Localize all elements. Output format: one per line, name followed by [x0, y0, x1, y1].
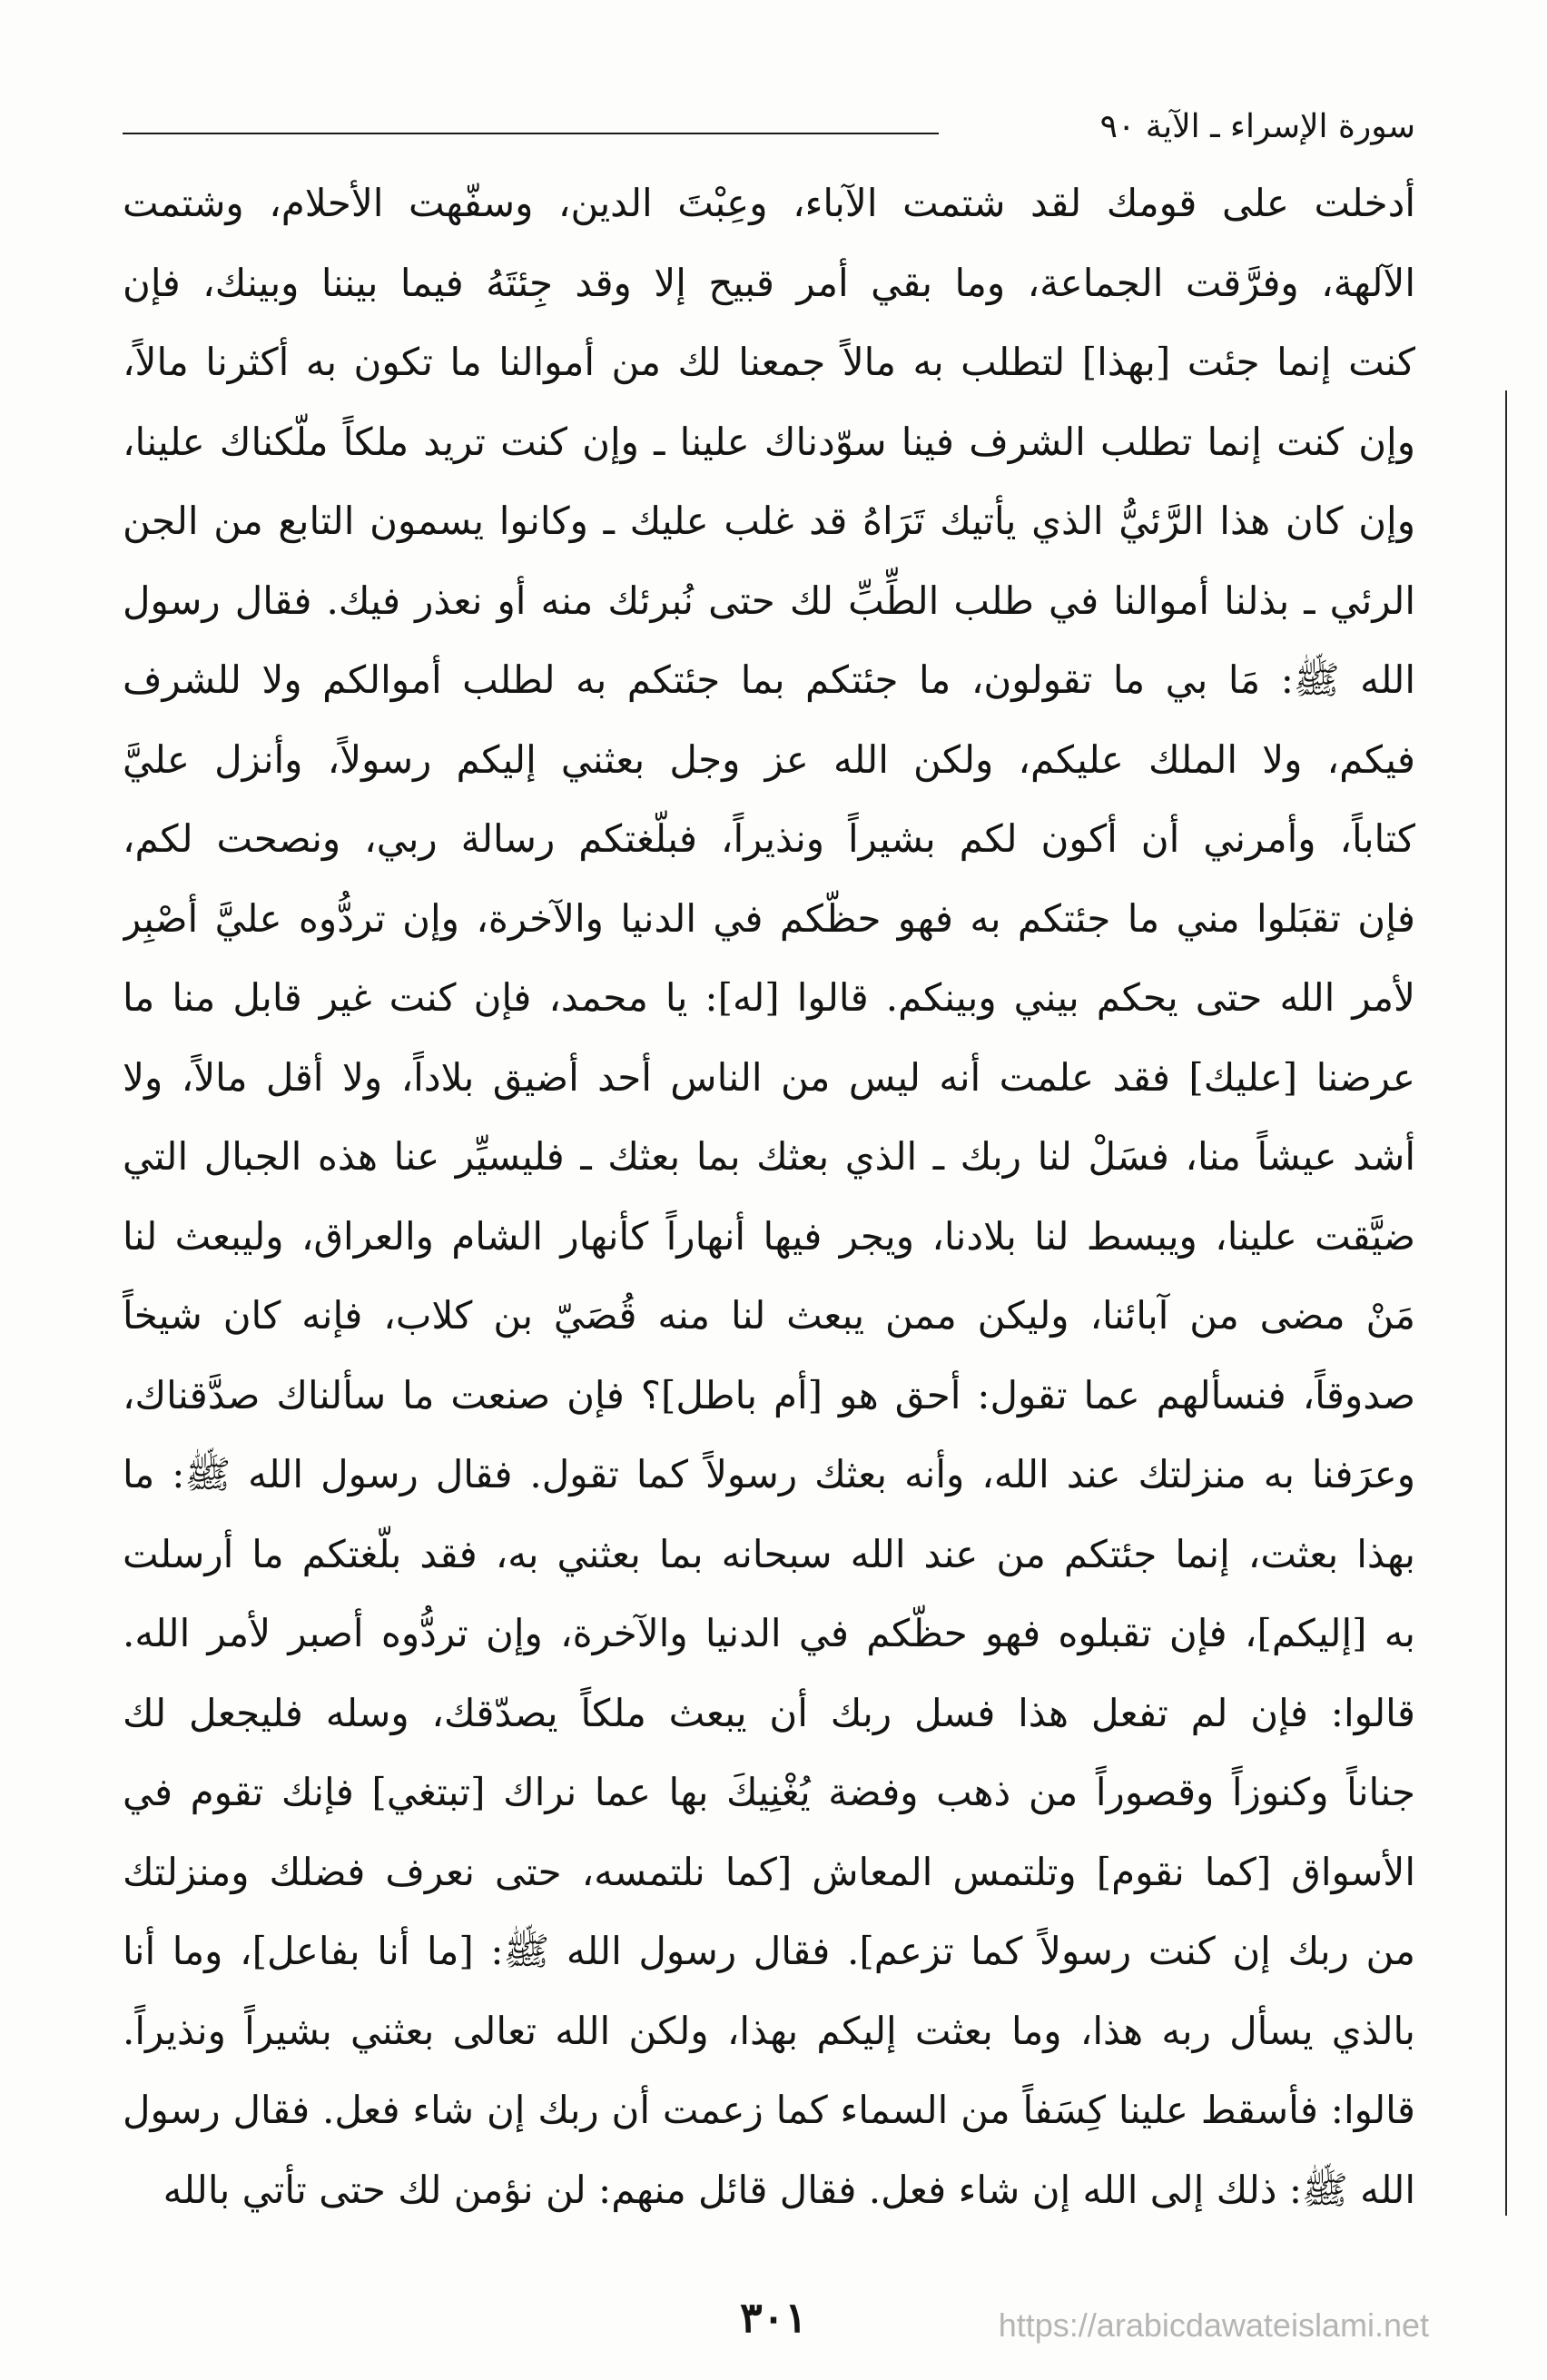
text-line: من ربك إن كنت رسولاً كما تزعم]. فقال رسول الله ﷺ: [ما أنا بفاعل]، وما أنا: [123, 1929, 1415, 1973]
text-line: بهذا بعثت، إنما جئتكم من عند الله سبحانه بما بعثني به، فقد بلّغتكم ما أرسلت: [123, 1531, 1415, 1576]
text-line: جناناً وكنوزاً وقصوراً من ذهب وفضة يُغْنِيكَ بها عما نراك [تبتغي] فإنك تقوم في: [123, 1770, 1415, 1814]
page-number: ٣٠١: [739, 2293, 808, 2342]
text-line: الآلهة، وفرَّقت الجماعة، وما بقي أمر قبيح إلا وقد جِئتَهُ فيما بيننا وبينك، فإن: [123, 260, 1415, 305]
text-line: كتاباً، وأمرني أن أكون لكم بشيراً ونذيراً، فبلّغتكم رسالة ربي، ونصحت لكم،: [123, 816, 1415, 861]
website-watermark: https://arabicdawateislami.net: [998, 2306, 1429, 2344]
text-line: فيكم، ولا الملك عليكم، ولكن الله عز وجل بعثني إليكم رسولاً، وأنزل عليَّ: [123, 736, 1415, 782]
text-line: لأمر الله حتى يحكم بيني وبينكم. قالوا [له]: يا محمد، فإن كنت غير قابل منا ما: [123, 975, 1415, 1020]
text-line: عرضنا [عليك] فقد علمت أنه ليس من الناس أحد أضيق بلاداً، ولا أقل مالاً، ولا: [123, 1054, 1415, 1100]
text-line: كنت إنما جئت [بهذا] لتطلب به مالاً جمعنا لك من أموالنا ما تكون به أكثرنا مالاً،: [123, 340, 1415, 384]
text-line: مَنْ مضى من آبائنا، وليكن ممن يبعث لنا منه قُصَيّ بن كلاب، فإنه كان شيخاً: [123, 1293, 1415, 1338]
text-line: بالذي يسأل ربه هذا، وما بعثت إليكم بهذا، ولكن الله تعالى بعثني بشيراً ونذيراً.: [123, 2008, 1415, 2053]
text-line: به [إليكم]، فإن تقبلوه فهو حظّكم في الدنيا والآخرة، وإن تردُّوه أصبر لأمر الله.: [123, 1611, 1415, 1655]
text-line: الله ﷺ: ذلك إلى الله إن شاء فعل. فقال قائل منهم: لن نؤمن لك حتى تأتي بالله: [163, 2167, 1415, 2212]
text-line: الأسواق [كما نقوم] وتلتمس المعاش [كما نلتمسه، حتى نعرف فضلك ومنزلتك: [123, 1849, 1415, 1894]
text-line: فإن تقبَلوا مني ما جئتكم به فهو حظّكم في الدنيا والآخرة، وإن تردُّوه عليَّ أصْبِر: [123, 895, 1415, 941]
text-line: أشد عيشاً منا، فسَلْ لنا ربك ـ الذي بعثك بما بعثك ـ فليسيِّر عنا هذه الجبال التي: [123, 1134, 1415, 1179]
header-rule: [123, 133, 939, 134]
text-line: الله ﷺ: مَا بي ما تقولون، ما جئتكم بما جئتكم به لطلب أموالكم ولا للشرف: [123, 657, 1415, 702]
surah-ayah-title: سورة الإسراء ـ الآية ٩٠: [1099, 108, 1415, 145]
text-line: وعرَفنا به منزلتك عند الله، وأنه بعثك رسولاً كما تقول. فقال رسول الله ﷺ: ما: [123, 1452, 1415, 1496]
text-line: قالوا: فأسقط علينا كِسَفاً من السماء كما زعمت أن ربك إن شاء فعل. فقال رسول: [123, 2088, 1415, 2132]
running-header: [123, 102, 1415, 156]
body-text: [123, 163, 1415, 2229]
text-line: وإن كان هذا الرَّئيُّ الذي يأتيك تَرَاهُ قد غلب عليك ـ وكانوا يسمون التابع من الجن: [123, 499, 1415, 543]
text-line: أدخلت على قومك لقد شتمت الآباء، وعِبْتَ الدين، وسفّهت الأحلام، وشتمت: [123, 181, 1415, 225]
text-line: صدوقاً، فنسألهم عما تقول: أحق هو [أم باطل]؟ فإن صنعت ما سألناك صدَّقناك،: [123, 1372, 1415, 1417]
text-line: الرئي ـ بذلنا أموالنا في طلب الطِّبِّ لك حتى نُبرئك منه أو نعذر فيك. فقال رسول: [123, 578, 1415, 623]
margin-rule: [1505, 390, 1507, 2216]
text-line: وإن كنت إنما تطلب الشرف فينا سوّدناك علينا ـ وإن كنت تريد ملكاً ملّكناك علينا،: [123, 419, 1415, 464]
text-line: قالوا: فإن لم تفعل هذا فسل ربك أن يبعث ملكاً يصدّقك، وسله فليجعل لك: [123, 1690, 1415, 1735]
text-line: ضيَّقت علينا، ويبسط لنا بلادنا، ويجر فيها أنهاراً كأنهار الشام والعراق، وليبعث لنا: [123, 1213, 1415, 1259]
